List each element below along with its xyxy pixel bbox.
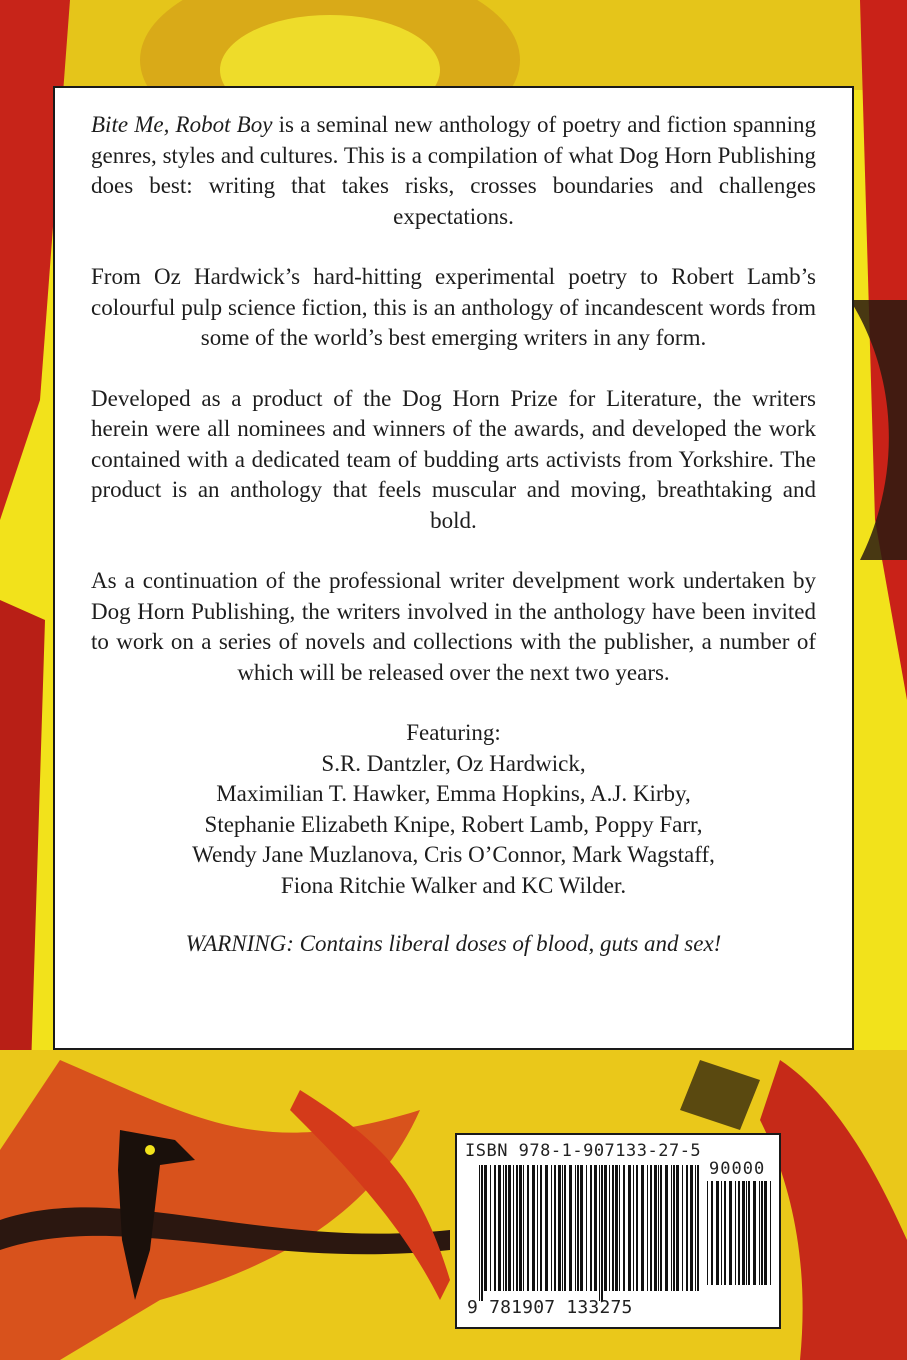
barcode-bar — [537, 1165, 538, 1291]
barcode-bar — [599, 1165, 600, 1301]
barcode-bar — [636, 1165, 638, 1291]
barcode-bar — [577, 1165, 579, 1291]
barcode-bar — [564, 1165, 566, 1291]
barcode-bar — [770, 1181, 771, 1285]
barcode-bar — [641, 1165, 644, 1291]
barcode-bar — [527, 1165, 529, 1291]
barcode-bar — [479, 1165, 480, 1301]
barcode-bar — [647, 1165, 648, 1291]
barcode-bar — [716, 1181, 719, 1285]
barcode-bar — [484, 1165, 487, 1291]
barcode-bar — [498, 1165, 501, 1291]
barcode-bar — [753, 1181, 756, 1285]
barcode-bar — [650, 1165, 652, 1291]
blurb-paragraph-future: As a continuation of the professional writer develpment work undertaken by Dog Horn Publishing, the writers involved in the anthology have been invited to work on a series of novels and collections with the publisher, a number of which will be released over the next two years. — [91, 568, 816, 685]
barcode-bar — [586, 1165, 587, 1291]
blurb-panel — [53, 86, 854, 1050]
featuring-line: Maximilian T. Hawker, Emma Hopkins, A.J. Kirby, — [216, 781, 691, 806]
barcode-bar — [494, 1165, 496, 1291]
blurb-paragraph-contents: From Oz Hardwick’s hard-hitting experimental poetry to Robert Lamb’s colourful pulp science fiction, this is an anthology of incandescent words from some of the world’s best emerging writers in any form. — [91, 264, 816, 350]
barcode-bar — [609, 1165, 610, 1291]
barcode-bar — [628, 1165, 631, 1291]
featuring-line: Fiona Ritchie Walker and KC Wilder. — [280, 872, 627, 898]
barcode-bar — [619, 1165, 620, 1291]
isbn-label: ISBN 978-1-907133-27-5 — [465, 1141, 702, 1161]
barcode-bar — [516, 1165, 518, 1291]
featuring-heading: Featuring: — [406, 720, 501, 745]
barcode-bar — [686, 1165, 688, 1291]
barcode-bar — [690, 1165, 693, 1291]
barcode-bar — [590, 1165, 592, 1291]
barcode-bar — [523, 1165, 524, 1291]
barcode-bar — [673, 1165, 675, 1291]
barcode-bar — [562, 1165, 563, 1291]
barcode-bar — [660, 1165, 662, 1291]
barcode-bar — [761, 1181, 763, 1285]
featuring-line: Wendy Jane Muzlanova, Cris O’Connor, Mark Wagstaff, — [192, 842, 715, 867]
barcode-bar — [481, 1165, 483, 1301]
barcode-bar — [532, 1165, 535, 1291]
barcode-bar — [724, 1181, 726, 1285]
barcode-bar — [633, 1165, 634, 1291]
barcode-bar — [735, 1181, 736, 1285]
barcode-bar — [594, 1165, 597, 1291]
barcode-bar — [654, 1165, 657, 1291]
blurb-paragraph-origin: Developed as a product of the Dog Horn Prize for Literature, the writers herein were all nominees and winners of the awards, and developed the work contained with a dedicated team of budding arts activists from Yorkshire. The product is an anthology that feels muscular and moving, breathtaking and bold. — [91, 385, 816, 533]
barcode-bar — [554, 1165, 556, 1291]
isbn-barcode — [455, 1133, 781, 1329]
barcode-bar — [671, 1165, 672, 1291]
barcode-bar — [665, 1165, 668, 1291]
barcode-bar — [676, 1165, 679, 1291]
featuring-list — [91, 718, 816, 901]
barcode-bar — [601, 1165, 603, 1301]
barcode-bar — [612, 1165, 614, 1291]
barcode-bar — [558, 1165, 561, 1291]
barcode-bar — [764, 1181, 767, 1285]
barcode-bar — [615, 1165, 618, 1291]
barcode-bar — [746, 1181, 747, 1285]
barcode-bar — [711, 1181, 713, 1285]
barcode-bar — [519, 1165, 522, 1291]
barcode-bar — [738, 1181, 740, 1285]
barcode-bar — [721, 1181, 722, 1285]
barcode-bar — [658, 1165, 659, 1291]
barcode-bar — [513, 1165, 514, 1291]
featuring-line: S.R. Dantzler, Oz Hardwick, — [321, 750, 586, 776]
barcode-bar — [569, 1165, 572, 1291]
book-title: Bite Me, Robot Boy — [91, 112, 273, 137]
barcode-bar — [503, 1165, 504, 1291]
barcode-bar — [697, 1165, 699, 1291]
barcode-bar — [604, 1165, 607, 1291]
barcode-bar — [575, 1165, 576, 1291]
intro-text: is a seminal new anthology of poetry and fiction spanning genres, styles and cultures. This is a compilation of what Dog Horn Publishing does best: writing that takes risks, crosses boundaries and challenges expectations. — [91, 112, 816, 229]
barcode-bar — [748, 1181, 750, 1285]
barcode-bar — [707, 1181, 708, 1285]
barcode-bar — [729, 1181, 732, 1285]
content-warning: WARNING: Contains liberal doses of blood, guts and sex! — [185, 931, 722, 956]
barcode-main-bars — [479, 1165, 701, 1301]
barcode-bar — [759, 1181, 760, 1285]
barcode-bar — [540, 1165, 542, 1291]
barcode-bar — [580, 1165, 583, 1291]
barcode-bar — [551, 1165, 552, 1291]
barcode-bar — [695, 1165, 696, 1291]
featuring-line: Stephanie Elizabeth Knipe, Robert Lamb, Poppy Farr, — [204, 811, 703, 837]
blurb-paragraph-intro — [91, 110, 816, 232]
price-code: 90000 — [709, 1159, 766, 1179]
barcode-bar — [742, 1181, 745, 1285]
barcode-bar — [508, 1165, 511, 1291]
barcode-bar — [623, 1165, 625, 1291]
barcode-bar — [490, 1165, 491, 1291]
barcode-bar — [545, 1165, 548, 1291]
barcode-bar — [505, 1165, 507, 1291]
barcode-addon-bars — [707, 1181, 773, 1285]
barcode-bar — [682, 1165, 683, 1291]
isbn-digits: 9 781907 133275 — [467, 1297, 633, 1318]
